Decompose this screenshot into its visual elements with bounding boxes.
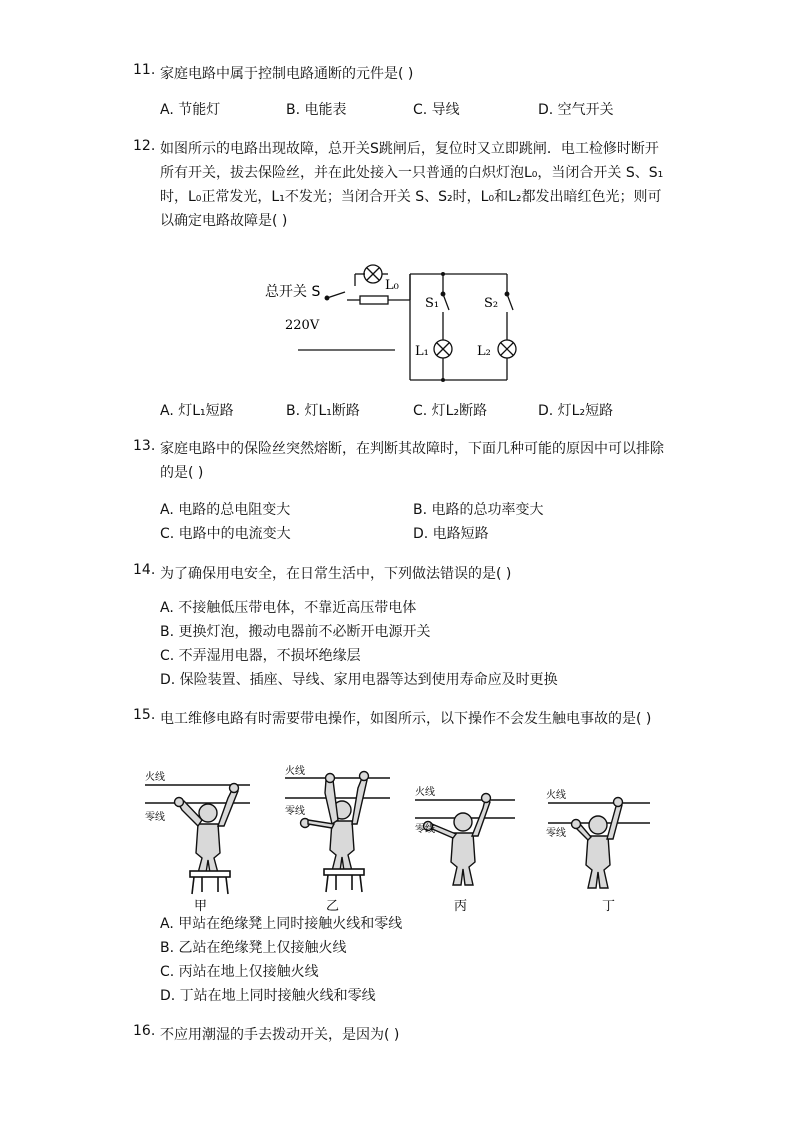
q12-stem-line-2: 所有开关，拔去保险丝，并在此处接入一只普通的白炽灯泡L₀，当闭合开关 S、S₁ (160, 165, 664, 181)
q11-option-d: D. 空气开关 (538, 102, 614, 118)
q13-option-d: D. 电路短路 (413, 526, 489, 542)
q15-option-a: A. 甲站在绝缘凳上同时接触火线和零线 (160, 916, 403, 932)
caption-ding: 丁 (602, 899, 616, 913)
q14-option-c: C. 不弄湿用电器，不损坏绝缘层 (160, 648, 361, 664)
fire-wire-label-jia: 火线 (145, 772, 165, 783)
q12-circuit-diagram (255, 262, 535, 388)
neutral-wire-label-bing: 零线 (415, 824, 435, 835)
fire-wire-label-yi: 火线 (285, 766, 305, 777)
q15-option-b: B. 乙站在绝缘凳上仅接触火线 (160, 940, 347, 956)
q12-option-a: A. 灯L₁短路 (160, 403, 234, 419)
l0-label: L₀ (385, 278, 399, 293)
q13-number: 13. (133, 438, 156, 454)
neutral-wire-label-yi: 零线 (285, 806, 305, 817)
q15-option-c: C. 丙站在地上仅接触火线 (160, 964, 319, 980)
q14-number: 14. (133, 562, 156, 578)
q13-stem-line-2: 的是( ) (160, 465, 204, 481)
q14-option-a: A. 不接触低压带电体，不靠近高压带电体 (160, 600, 417, 616)
q12-option-b: B. 灯L₁断路 (286, 403, 360, 419)
fire-wire-label-bing: 火线 (415, 787, 435, 798)
q16-stem: 不应用潮湿的手去拨动开关，是因为( ) (160, 1027, 400, 1043)
q13-stem-line-1: 家庭电路中的保险丝突然熔断，在判断其故障时，下面几种可能的原因中可以排除 (160, 441, 664, 457)
l2-label: L₂ (477, 344, 491, 359)
q15-option-d: D. 丁站在地上同时接触火线和零线 (160, 988, 376, 1004)
q13-option-c: C. 电路中的电流变大 (160, 526, 291, 542)
neutral-wire-label-jia: 零线 (145, 812, 165, 823)
q12-option-c: C. 灯L₂断路 (413, 403, 488, 419)
q11-option-a: A. 节能灯 (160, 102, 221, 118)
q12-option-d: D. 灯L₂短路 (538, 403, 614, 419)
q15-stem: 电工维修电路有时需要带电操作，如图所示，以下操作不会发生触电事故的是( ) (160, 711, 652, 727)
q15-electricians-figure (140, 758, 660, 913)
main-switch-label: 总开关 S (265, 284, 321, 300)
caption-yi: 乙 (326, 899, 340, 913)
s2-label: S₂ (484, 296, 499, 311)
q12-number: 12. (133, 138, 156, 154)
q14-stem: 为了确保用电安全，在日常生活中，下列做法错误的是( ) (160, 566, 512, 582)
q12-stem-line-4: 以确定电路故障是( ) (160, 213, 288, 229)
q11-number: 11. (133, 62, 156, 78)
voltage-label: 220V (285, 318, 320, 333)
fire-wire-label-ding: 火线 (546, 790, 566, 801)
s1-label: S₁ (425, 296, 440, 311)
q13-option-a: A. 电路的总电阻变大 (160, 502, 291, 518)
caption-jia: 甲 (194, 899, 208, 913)
q14-option-b: B. 更换灯泡，搬动电器前不必断开电源开关 (160, 624, 431, 640)
caption-bing: 丙 (454, 899, 468, 913)
l1-label: L₁ (415, 344, 429, 359)
neutral-wire-label-ding: 零线 (546, 828, 566, 839)
q12-stem-line-1: 如图所示的电路出现故障，总开关S跳闸后，复位时又立即跳闸．电工检修时断开 (160, 141, 659, 157)
q15-number: 15. (133, 707, 156, 723)
q11-option-b: B. 电能表 (286, 102, 347, 118)
q11-option-c: C. 导线 (413, 102, 460, 118)
q12-stem-line-3: 时，L₀正常发光，L₁不发光；当闭合开关 S、S₂时，L₀和L₂都发出暗红色光；则可 (160, 189, 662, 205)
q14-option-d: D. 保险装置、插座、导线、家用电器等达到使用寿命应及时更换 (160, 672, 558, 688)
q13-option-b: B. 电路的总功率变大 (413, 502, 544, 518)
q16-number: 16. (133, 1023, 156, 1039)
q11-stem: 家庭电路中属于控制电路通断的元件是( ) (160, 66, 414, 82)
